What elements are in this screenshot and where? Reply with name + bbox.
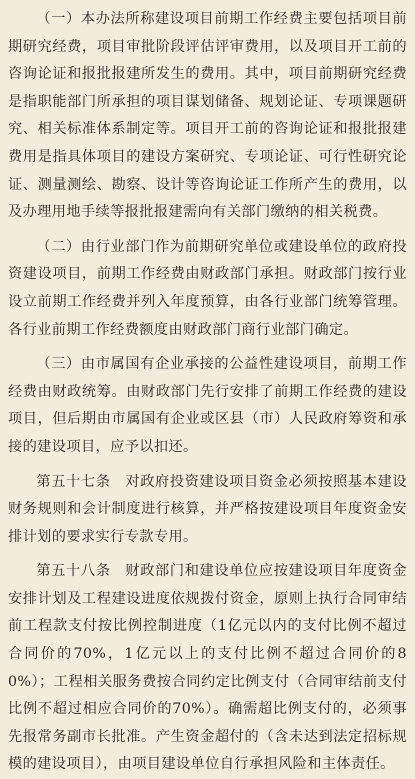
- paragraph-article-57: 第五十七条 对政府投资建设项目资金必须按照基本建设财务规则和会计制度进行核算，并严格按建设项目年度资金安排计划的要求实行专款专用。: [8, 473, 407, 545]
- paragraph-article-58: 第五十八条 财政部门和建设单位应按建设项目年度资金安排计划及工程建设进度依规拨付资金，原则上执行合同审结前工程款支付按比例控制进度（1亿元以内的支付比例不超过合同价的70%，1亿元以上的支付比例不超过合同价的80%）；工程相关服务费按合同约定比例支付（合同审结前支付比例不超过相应合同价的70%）。确需超比例支付的，必须事先报常务副市长批准。产生资金超付的（含未达到法定招标规模的建设项目），由项目建设单位自行承担风险和主体责任。: [8, 563, 407, 773]
- paragraph-1: （一）本办法所称建设项目前期工作经费主要包括项目前期研究经费，项目审批阶段评估评审费用，以及项目开工前的咨询论证和报批报建所发生的费用。其中，项目前期研究经费是指职能部门所承担的项目谋划储备、规划论证、专项课题研究、相关标准体系制定等。项目开工前的咨询论证和报批报建费用是指具体项目的建设方案研究、专项论证、可行性研究论证、测量测绘、勘察、设计等咨询论证工作所产生的费用，以及办理用地手续等报批报建需向有关部门缴纳的相关税费。: [8, 11, 407, 221]
- paragraph-2: （二）由行业部门作为前期研究单位或建设单位的政府投资建设项目，前期工作经费由财政部门承担。财政部门按行业设立前期工作经费并列入年度预算，由各行业部门统筹管理。各行业前期工作经费额度由财政部门商行业部门确定。: [8, 238, 407, 338]
- paragraph-3: （三）由市属国有企业承接的公益性建设项目，前期工作经费由财政统筹。由财政部门先行安排了前期工作经费的建设项目，但后期由市属国有企业或区县（市）人民政府筹资和承接的建设项目，应予以扣还。: [8, 356, 407, 455]
